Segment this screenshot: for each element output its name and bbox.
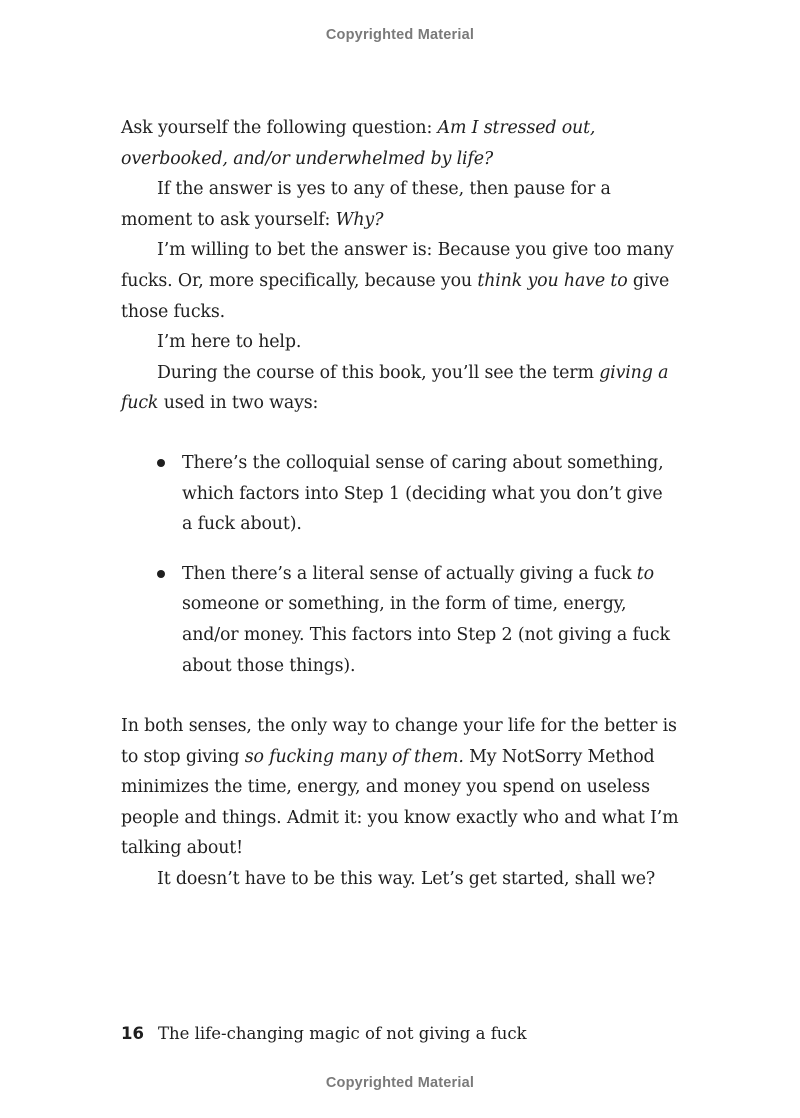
paragraph-term (121, 358, 681, 419)
page-number: 16 (121, 1024, 144, 1043)
paragraph-term-italic: giving a fuck (121, 362, 669, 414)
paragraph-term-text: During the course of this book, you’ll see the term (157, 362, 600, 383)
paragraph-term-after: used in two ways: (158, 393, 319, 414)
bullet-item-literal (121, 559, 681, 681)
paragraph-senses-text: In both senses, the only way to change your life for the better is to stop giving (121, 716, 677, 767)
paragraph-bet (121, 235, 681, 327)
paragraph-help-text: I’m here to help. (157, 332, 302, 353)
running-title: The life-changing magic of not giving a fuck (157, 1024, 527, 1043)
bullet-dot-icon (157, 459, 165, 467)
paragraph-pause (121, 174, 681, 235)
bullet-item-colloquial (121, 448, 681, 540)
paragraph-pause-text: If the answer is yes to any of these, then pause for a moment to ask yourself: (121, 179, 611, 230)
paragraph-pause-italic: Why? (335, 209, 384, 230)
paragraph-senses-after: My NotSorry Method minimizes the time, energy, and money you spend on useless people and things. Admit it: you know exactly who and what I’m talking about! (121, 746, 679, 859)
page-footer (121, 1024, 527, 1043)
bullet-list (121, 448, 681, 681)
paragraph-question-text: Ask yourself the following question: (121, 118, 438, 138)
page-body (121, 113, 681, 895)
paragraph-bet-text: I’m willing to bet the answer is: Because you give too many fucks. Or, more specifically, because you (121, 240, 674, 291)
paragraph-help (121, 327, 681, 358)
bullet-item-literal-text: Then there’s a literal sense of actually giving a fuck (182, 563, 637, 584)
paragraph-senses (121, 711, 681, 864)
bullet-item-literal-after: someone or something, in the form of time, energy, and/or money. This factors into Step 2 (not giving a fuck about those things). (182, 594, 670, 676)
paragraph-question (121, 113, 681, 174)
paragraph-question-italic: Am I stressed out, overbooked, and/or underwhelmed by life? (121, 118, 596, 169)
bullet-item-colloquial-text: There’s the colloquial sense of caring about something, which factors into Step 1 (deciding what you don’t give a fuck about). (182, 452, 664, 535)
paragraph-senses-italic: so fucking many of them. (244, 746, 464, 767)
copyright-watermark-bottom: Copyrighted Material (325, 1075, 475, 1091)
paragraph-get-started-text: It doesn’t have to be this way. Let’s get started, shall we? (157, 869, 656, 890)
bullet-dot-icon (157, 570, 165, 578)
paragraph-bet-italic: think you have to (477, 270, 628, 291)
bullet-item-literal-italic: to (636, 563, 654, 584)
paragraph-bet-after: give those fucks. (121, 270, 670, 322)
paragraph-get-started (121, 864, 681, 895)
copyright-watermark-top: Copyrighted Material (325, 27, 475, 43)
